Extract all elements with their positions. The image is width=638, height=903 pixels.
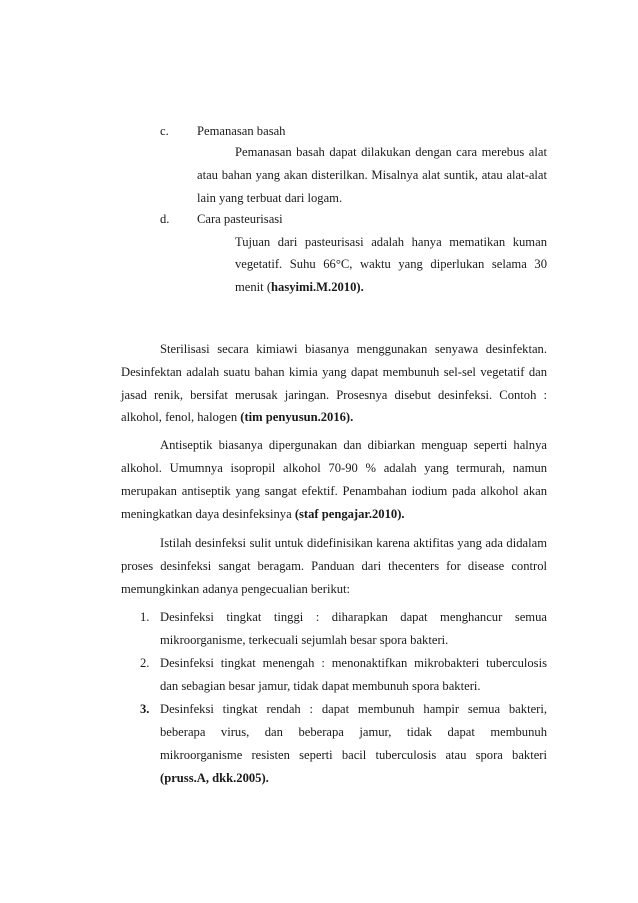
citation-line — [160, 771, 269, 785]
heading-cara-pasteurisasi: Cara pasteurisasi — [197, 212, 283, 226]
body-line: alkohol. Umumnya isopropil alkohol 70-90 % adalah yang termurah, namun — [121, 461, 547, 475]
body-line: Istilah desinfeksi sulit untuk didefinisikan karena aktifitas yang ada didalam — [160, 536, 547, 550]
body-text: meningkatkan daya desinfeksinya — [121, 507, 295, 521]
body-line: atau bahan yang akan disterilkan. Misalnya alat suntik, atau alat-alat — [197, 168, 547, 182]
list-marker-3-text: 3. — [140, 702, 150, 716]
heading-pemanasan-basah: Pemanasan basah — [197, 124, 286, 138]
body-line: Sterilisasi secara kimiawi biasanya menggunakan senyawa desinfektan. — [160, 342, 547, 356]
citation-line — [235, 280, 364, 294]
list-marker-3 — [140, 702, 149, 716]
list-item-line: mikroorganisme, terkecuali sejumlah besar spora bakteri. — [160, 633, 449, 647]
citation: (staf pengajar.2010). — [294, 507, 405, 521]
list-marker-c: c. — [160, 124, 169, 138]
citation: (tim penyusun.2016). — [240, 410, 354, 424]
list-item-line: Desinfeksi tingkat tinggi : diharapkan dapat menghancur semua — [160, 610, 547, 624]
body-line: Pemanasan basah dapat dilakukan dengan cara merebus alat — [235, 145, 547, 159]
citation: (pruss.A, dkk.2005). — [160, 771, 269, 785]
list-item-line: dan sebagian besar jamur, tidak dapat membunuh spora bakteri. — [160, 679, 481, 693]
body-line: lain yang terbuat dari logam. — [197, 191, 343, 205]
citation: hasyimi.M.2010). — [271, 280, 364, 294]
body-line: merupakan antiseptik yang sangat efektif. Penambahan iodium pada alkohol akan — [121, 484, 547, 498]
body-text: menit ( — [235, 280, 272, 294]
list-marker-d: d. — [160, 212, 170, 226]
list-marker-2: 2. — [140, 656, 150, 670]
citation-line — [121, 507, 405, 521]
list-item-line: Desinfeksi tingkat menengah : menonaktifkan mikrobakteri tuberculosis — [160, 656, 547, 670]
citation-line — [121, 410, 353, 424]
body-text: alkohol, fenol, halogen — [121, 410, 241, 424]
body-line: memungkinkan adanya pengecualian berikut: — [121, 582, 351, 596]
list-item-line: mikroorganisme resisten seperti bacil tuberculosis atau spora bakteri — [160, 748, 547, 762]
body-line: proses desinfeksi sangat beragam. Panduan dari thecenters for disease control — [121, 559, 547, 573]
body-line: Tujuan dari pasteurisasi adalah hanya mematikan kuman — [235, 235, 547, 249]
list-marker-1: 1. — [140, 610, 150, 624]
list-item-line: beberapa virus, dan beberapa jamur, tidak dapat membunuh — [160, 725, 547, 739]
body-line: Antiseptik biasanya dipergunakan dan dibiarkan menguap seperti halnya — [160, 438, 547, 452]
body-line: Desinfektan adalah suatu bahan kimia yang dapat membunuh sel-sel vegetatif dan — [121, 365, 547, 379]
body-line: jasad renik, bersifat merusak jaringan. Prosesnya disebut desinfeksi. Contoh : — [121, 388, 547, 402]
body-line: vegetatif. Suhu 66°C, waktu yang diperlukan selama 30 — [235, 257, 547, 271]
list-item-line: Desinfeksi tingkat rendah : dapat membunuh hampir semua bakteri, — [160, 702, 547, 716]
